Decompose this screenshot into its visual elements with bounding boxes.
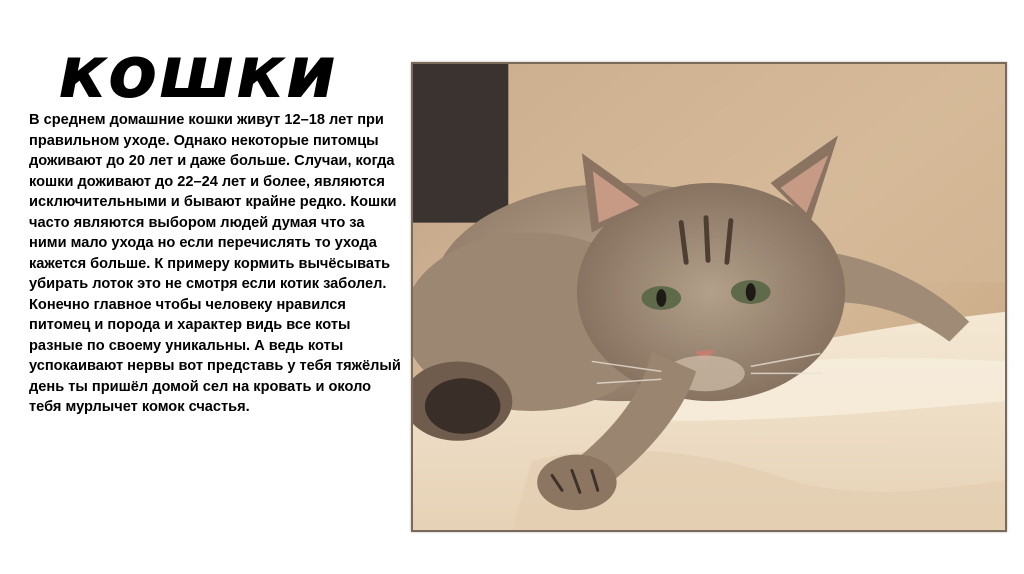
slide-title: кошки (58, 30, 338, 114)
cat-photo-illustration (413, 64, 1005, 530)
cat-photo (411, 62, 1007, 532)
slide-body-text: В среднем домашние кошки живут 12–18 лет при правильном уходе. Однако некоторые питомцы доживают до 20 лет и даже больше. Случаи, когда кошки доживают до 22–24 лет и более, являются исключительными и бывают крайне редко. Кошки часто являются выбором людей думая что за ними мало ухода но если перечислять то ухода кажется больше. К примеру кормить вычёсывать убирать лоток это не смотря если котик заболел. Конечно главное чтобы человеку нравился питомец и порода и характер видь все коты разные по своему уникальны. А ведь коты успокаивают нервы вот представь у тебя тяжёлый день ты пришёл домой сел на кровать и около тебя мурлычет комок счастья. (29, 112, 401, 415)
